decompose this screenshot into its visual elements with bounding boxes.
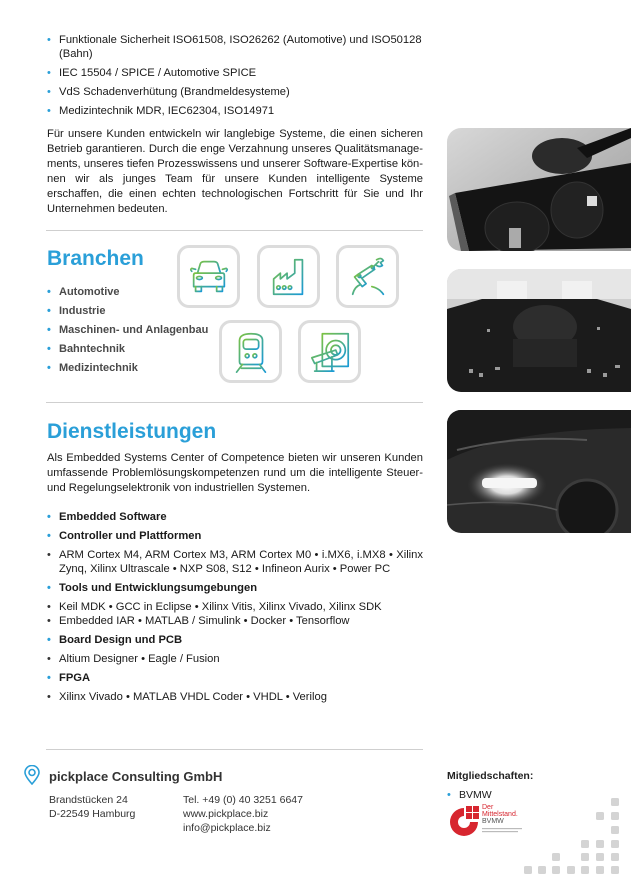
robot-arm-icon <box>345 254 391 300</box>
service-detail: • Altium Designer • Eagle / Fusion <box>47 652 423 666</box>
bvmw-logo-text-mittelstand: Mittelstand. <box>482 811 518 818</box>
service-heading: • Tools und Entwicklungsumgebungen <box>47 581 423 595</box>
list-item: • Medizintechnik MDR, IEC62304, ISO14971 <box>47 104 427 118</box>
address-street: Brandstücken 24 <box>49 794 128 806</box>
photo-camera-module <box>447 128 631 251</box>
list-item: • IEC 15504 / SPICE / Automotive SPICE <box>47 66 427 80</box>
service-detail: • ARM Cortex M4, ARM Cortex M3, ARM Cortex M0 • i.MX6, i.MX8 • Xilinx Zynq, Xilinx Ultrascale • NXP S08, S12 • Infineon Aurix • Power PC <box>47 548 423 576</box>
bvmw-logo-text-der: Der <box>482 804 494 811</box>
list-item: • BVMW <box>447 788 492 802</box>
industry-tile-medizintechnik <box>298 320 361 383</box>
photo-car-headlight <box>447 410 631 533</box>
photo-circuit-board <box>447 269 631 392</box>
address-city: D-22549 Hamburg <box>49 808 136 820</box>
services-list <box>47 510 423 709</box>
intro-paragraph: Für unsere Kunden entwickeln wir langlebige Systeme, die einen sicheren Betrieb garantieren. Durch die enge Verzahnung unseres Qualitätsmanage-ments, unseres tiefen Prozesswissens und unserer Software-Expertise kön-nen wir als junges Team für unsere Kunden intelligente Systeme erschaffen, die einen echten technologischen Fortschritt für Sie und Ihr Unternehmen bedeuten. <box>47 128 423 215</box>
list-item: • Medizintechnik <box>47 361 247 375</box>
bvmw-logo-text-bvmw: BVMW <box>482 818 504 825</box>
mri-scanner-icon <box>307 329 353 375</box>
website-link[interactable]: www.pickplace.biz <box>183 808 269 820</box>
industry-tile-maschinenbau <box>336 245 399 308</box>
train-icon <box>228 329 274 375</box>
list-item: • Automotive <box>47 285 247 299</box>
service-detail: • Keil MDK • GCC in Eclipse • Xilinx Vitis, Xilinx Vivado, Xilinx SDK <box>47 600 423 614</box>
service-heading: • Embedded Software <box>47 510 423 524</box>
factory-icon <box>266 254 312 300</box>
list-item: • Maschinen- und Anlagenbau <box>47 323 247 337</box>
memberships-title: Mitgliedschaften: <box>447 770 534 782</box>
location-pin-icon <box>24 765 40 790</box>
car-icon <box>186 254 232 300</box>
memberships-list <box>447 788 492 802</box>
divider <box>46 402 423 403</box>
service-detail: • Xilinx Vivado • MATLAB VHDL Coder • VHDL • Verilog <box>47 690 423 704</box>
list-item: • Industrie <box>47 304 247 318</box>
email-link[interactable]: info@pickplace.biz <box>183 822 271 834</box>
list-item: • Funktionale Sicherheit ISO61508, ISO26262 (Automotive) und ISO50128 (Bahn) <box>47 33 427 61</box>
branchen-title: Branchen <box>47 247 144 270</box>
list-item: • Bahntechnik <box>47 342 247 356</box>
dienstleistungen-paragraph: Als Embedded Systems Center of Competence bieten wir unseren Kunden umfassende Problemlösungskompetenzen rund um die intelligente Steuer- und Regelungselektronik von industriellen Systemen. <box>47 452 423 494</box>
bvmw-logo <box>448 804 538 838</box>
dienstleistungen-title: Dienstleistungen <box>47 420 217 443</box>
service-heading: • Controller und Plattformen <box>47 529 423 543</box>
divider <box>46 230 423 231</box>
industry-tile-industrie <box>257 245 320 308</box>
industry-tile-automotive <box>177 245 240 308</box>
certification-list <box>47 33 427 123</box>
divider <box>46 749 423 750</box>
list-item: • VdS Schadenverhütung (Brandmeldesysteme) <box>47 85 427 99</box>
service-heading: • Board Design und PCB <box>47 633 423 647</box>
industry-tile-bahntechnik <box>219 320 282 383</box>
company-name: pickplace Consulting GmbH <box>49 769 223 784</box>
service-detail: • Embedded IAR • MATLAB / Simulink • Docker • Tensorflow <box>47 614 423 628</box>
phone-number: Tel. +49 (0) 40 3251 6647 <box>183 794 303 806</box>
service-heading: • FPGA <box>47 671 423 685</box>
